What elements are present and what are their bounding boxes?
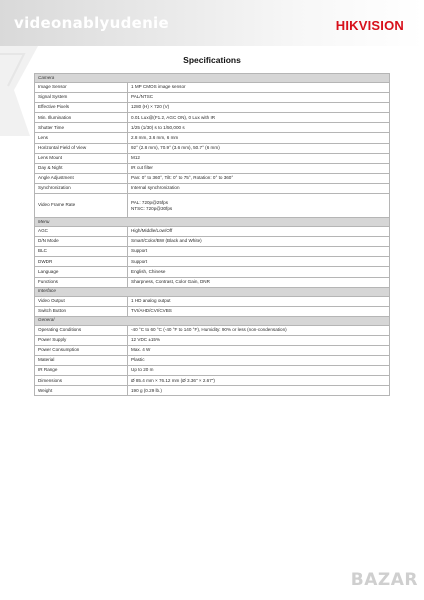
spec-value: M12	[128, 153, 390, 163]
spec-label: AGC	[35, 227, 128, 237]
spec-row	[35, 83, 390, 93]
section-header-camera	[35, 74, 390, 83]
spec-value: 1 MP CMOS image sensor	[128, 83, 390, 93]
spec-label: Min. Illumination	[35, 113, 128, 123]
spec-row	[35, 133, 390, 143]
spec-row	[35, 356, 390, 366]
spec-label: Language	[35, 267, 128, 277]
spec-row	[35, 247, 390, 257]
spec-row	[35, 386, 390, 396]
spec-label: Lens	[35, 133, 128, 143]
spec-value: Sharpness, Contrast, Color Gain, DNR	[128, 277, 390, 287]
spec-row	[35, 376, 390, 386]
section-header-menu	[35, 218, 390, 227]
spec-value: High/Middle/Low/Off	[128, 227, 390, 237]
spec-row	[35, 345, 390, 355]
spec-label: Video Output	[35, 296, 128, 306]
spec-row	[35, 194, 390, 218]
section-header-interface	[35, 287, 390, 296]
spec-value: Support	[128, 257, 390, 267]
spec-value: PAL/NTSC	[128, 93, 390, 103]
spec-value: Pan: 0° to 360°, Tilt: 0° to 75°, Rotation: 0° to 360°	[128, 173, 390, 183]
watermark-text: videonablyudenie	[14, 14, 169, 32]
spec-row	[35, 153, 390, 163]
page-title: Specifications	[183, 55, 241, 65]
spec-value: 12 VDC ±15%	[128, 335, 390, 345]
section-title: Interface	[35, 287, 390, 296]
spec-row	[35, 93, 390, 103]
specifications-table	[34, 73, 390, 396]
spec-row	[35, 306, 390, 316]
spec-value	[128, 194, 390, 218]
spec-label: Signal System	[35, 93, 128, 103]
spec-value: 190 g (0.29 lb.)	[128, 386, 390, 396]
section-title: General	[35, 316, 390, 325]
spec-row	[35, 335, 390, 345]
spec-label: IR Range	[35, 366, 128, 376]
spec-value: Support	[128, 247, 390, 257]
spec-row	[35, 366, 390, 376]
spec-label: Shutter Time	[35, 123, 128, 133]
spec-row	[35, 277, 390, 287]
spec-row	[35, 143, 390, 153]
spec-value: IR cut filter	[128, 163, 390, 173]
spec-value: Internal synchronization	[128, 183, 390, 193]
spec-label: Operating Conditions	[35, 325, 128, 335]
spec-label: Switch Button	[35, 306, 128, 316]
spec-row	[35, 325, 390, 335]
spec-value: Up to 20 m	[128, 366, 390, 376]
spec-label: Horizontal Field of View	[35, 143, 128, 153]
spec-value: 0.01 Lux@(F1.2, AGC ON), 0 Lux with IR	[128, 113, 390, 123]
spec-label: Angle Adjustment	[35, 173, 128, 183]
spec-label: Video Frame Rate	[35, 194, 128, 218]
spec-label: D/N Mode	[35, 237, 128, 247]
section-title: Menu	[35, 218, 390, 227]
spec-label: Dimensions	[35, 376, 128, 386]
spec-row	[35, 257, 390, 267]
spec-row	[35, 173, 390, 183]
spec-row	[35, 103, 390, 113]
spec-row	[35, 296, 390, 306]
spec-label: BLC	[35, 247, 128, 257]
spec-value: TVI/AHD/CVI/CVBS	[128, 306, 390, 316]
section-title: Camera	[35, 74, 390, 83]
spec-row	[35, 183, 390, 193]
spec-label: Day & Night	[35, 163, 128, 173]
spec-label: Power Supply	[35, 335, 128, 345]
spec-row	[35, 123, 390, 133]
spec-value: Plastic	[128, 356, 390, 366]
spec-label: Functions	[35, 277, 128, 287]
brand-logo: HIKVISION	[335, 18, 404, 33]
spec-label: Weight	[35, 386, 128, 396]
spec-value: English, Chinese	[128, 267, 390, 277]
spec-value: 92° (2.8 mm), 70.9° (3.6 mm), 50.7° (6 mm)	[128, 143, 390, 153]
spec-label: Lens Mount	[35, 153, 128, 163]
spec-value: Max. 4 W	[128, 345, 390, 355]
spec-value: Ø 85.4 mm × 76.12 mm (Ø 3.36" × 2.67")	[128, 376, 390, 386]
spec-row	[35, 227, 390, 237]
spec-value: Smart/Color/BW (Black and White)	[128, 237, 390, 247]
spec-label: Effective Pixels	[35, 103, 128, 113]
spec-label: Synchronization	[35, 183, 128, 193]
spec-value: 2.8 mm, 3.6 mm, 6 mm	[128, 133, 390, 143]
spec-value: 1280 (H) × 720 (V)	[128, 103, 390, 113]
spec-value: 1/25 (1/30) s to 1/50,000 s	[128, 123, 390, 133]
spec-label: Power Consumption	[35, 345, 128, 355]
watermark-logo: BAZAR	[350, 570, 418, 590]
spec-row	[35, 267, 390, 277]
spec-value: -40 °C to 60 °C (-40 °F to 140 °F), Humidity: 90% or less (non-condensation)	[128, 325, 390, 335]
spec-value: 1 HD analog output	[128, 296, 390, 306]
spec-label: Material	[35, 356, 128, 366]
spec-label: DWDR	[35, 257, 128, 267]
spec-value-line: NTSC: 720p@30fps	[131, 205, 173, 211]
spec-label: Image Sensor	[35, 83, 128, 93]
spec-value-line: PAL: 720p@25fps	[131, 199, 169, 205]
section-header-general	[35, 316, 390, 325]
spec-row	[35, 163, 390, 173]
spec-row	[35, 237, 390, 247]
spec-row	[35, 113, 390, 123]
